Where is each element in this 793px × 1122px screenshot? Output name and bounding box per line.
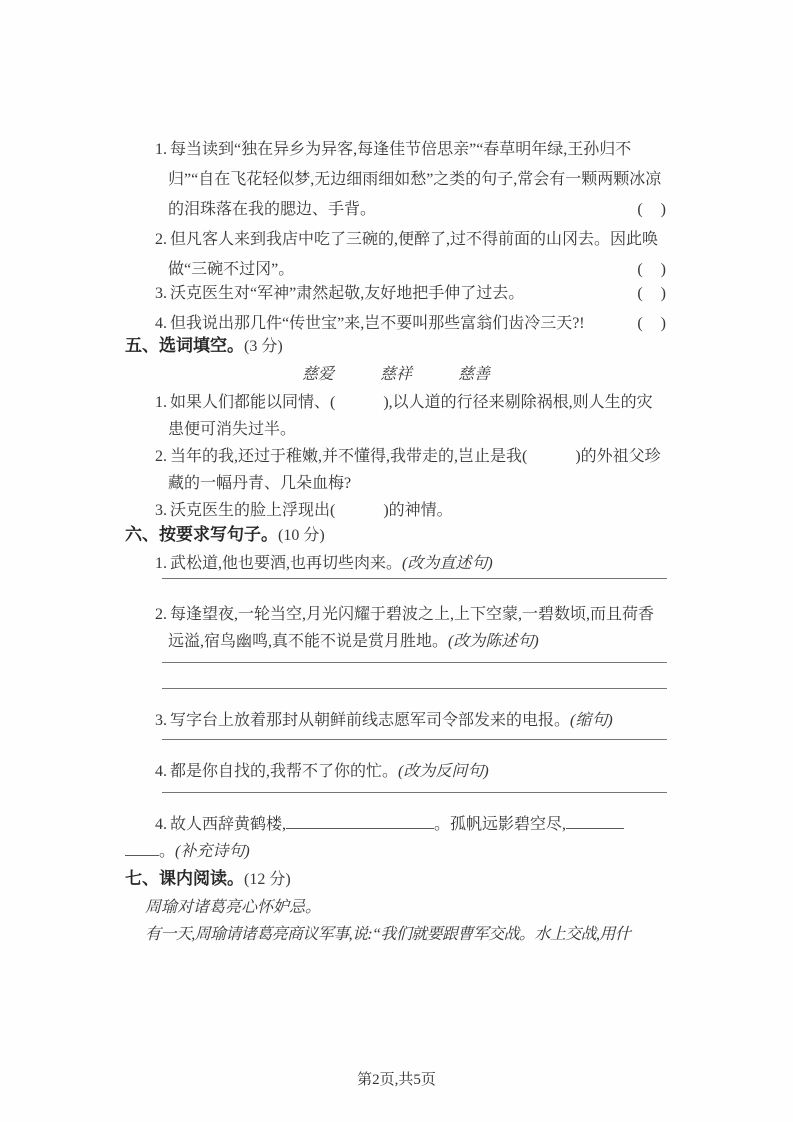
item-number: 2. bbox=[155, 448, 167, 465]
section-title: 七、课内阅读。 bbox=[125, 869, 244, 888]
grading-bracket: ( ) bbox=[637, 261, 667, 278]
poem-text: 。孤帆远影碧空尽, bbox=[434, 816, 567, 833]
answer-line bbox=[162, 734, 667, 740]
poem-question bbox=[125, 811, 667, 838]
section-heading bbox=[125, 521, 667, 550]
section-six bbox=[125, 521, 667, 865]
judgement-item bbox=[125, 135, 667, 225]
item-text: 每当读到“独在异乡为异客,每逢佳节倍思亲”“春草明年绿,王孙归不归”“自在飞花轻似梦,无边细雨细如愁”之类的句子,常会有一颗两颗冰凉的泪珠落在我的腮边、手背。 bbox=[168, 141, 662, 218]
word-bank-item: 慈爱 bbox=[301, 366, 334, 383]
item-text: 当年的我,还过于稚嫩,并不懂得,我带走的,岂止是我( )的外祖父珍藏的一幅丹青、几朵血梅? bbox=[168, 448, 661, 492]
points-label: (10 分) bbox=[278, 527, 325, 544]
item-text: 武松道,他也要酒,也再切些肉来。 bbox=[170, 555, 403, 572]
points-label: (3 分) bbox=[244, 338, 283, 355]
item-text: 但我说出那几件“传世宝”来,岂不要叫那些富翁们齿冷三天?! bbox=[170, 315, 585, 332]
item-number: 4. bbox=[155, 816, 167, 833]
reading-paragraph: 有一天,周瑜请诸葛亮商议军事,说:“我们就要跟曹军交战。水上交战,用什 bbox=[145, 926, 631, 943]
rewrite-note: (补充诗句) bbox=[175, 843, 250, 860]
section-title: 六、按要求写句子。 bbox=[125, 525, 278, 544]
judgement-item bbox=[125, 309, 667, 339]
poem-text: 。 bbox=[159, 843, 176, 860]
rewrite-item bbox=[125, 758, 667, 785]
rewrite-item bbox=[125, 550, 667, 577]
rewrite-item bbox=[125, 601, 667, 655]
poem-blank bbox=[125, 841, 159, 856]
poem-text: 故人西辞黄鹤楼, bbox=[170, 816, 287, 833]
points-label: (12 分) bbox=[244, 871, 291, 888]
reading-paragraph: 周瑜对诸葛亮心怀妒忌。 bbox=[145, 899, 322, 916]
rewrite-note: (改为陈述句) bbox=[448, 633, 539, 650]
answer-line bbox=[162, 663, 667, 689]
item-number: 3. bbox=[155, 502, 167, 519]
page-footer: 第2页,共5页 bbox=[357, 1072, 436, 1088]
judgement-item bbox=[125, 225, 667, 285]
item-text: 写字台上放着那封从朝鲜前线志愿军司令部发来的电报。 bbox=[170, 712, 571, 729]
item-text: 每逢望夜,一轮当空,月光闪耀于碧波之上,上下空蒙,一碧数顷,而且荷香远溢,宿鸟幽鸣,真不能不说是赏月胜地。 bbox=[168, 606, 655, 650]
item-number: 1. bbox=[155, 555, 167, 572]
grading-bracket: ( ) bbox=[637, 201, 667, 218]
item-number: 3. bbox=[155, 712, 167, 729]
answer-line bbox=[162, 785, 667, 793]
item-number: 1. bbox=[155, 141, 167, 158]
word-bank-item: 慈祥 bbox=[379, 366, 412, 383]
item-number: 3. bbox=[155, 285, 167, 302]
grading-bracket: ( ) bbox=[637, 285, 667, 302]
item-text: 都是你自找的,我帮不了你的忙。 bbox=[170, 763, 399, 780]
fill-item bbox=[125, 389, 667, 443]
rewrite-note: (改为反问句) bbox=[398, 763, 489, 780]
item-number: 4. bbox=[155, 315, 167, 332]
fill-item bbox=[125, 497, 667, 524]
page-content bbox=[125, 135, 667, 948]
section-five bbox=[125, 332, 667, 524]
rewrite-item bbox=[125, 707, 667, 734]
rewrite-note: (改为直述句) bbox=[402, 555, 493, 572]
judgement-item bbox=[125, 279, 667, 309]
section-heading bbox=[125, 865, 667, 894]
section-title: 五、选词填空。 bbox=[125, 336, 244, 355]
poem-blank bbox=[286, 814, 434, 829]
item-text: 沃克医生对“军神”肃然起敬,友好地把手伸了过去。 bbox=[170, 285, 525, 302]
item-number: 2. bbox=[155, 606, 167, 623]
fill-item bbox=[125, 443, 667, 497]
section-seven bbox=[125, 865, 667, 948]
judgement-section bbox=[125, 135, 667, 339]
item-text: 但凡客人来到我店中吃了三碗的,便醉了,过不得前面的山冈去。因此唤做“三碗不过冈”。 bbox=[168, 231, 659, 278]
item-number: 2. bbox=[155, 231, 167, 248]
item-number: 1. bbox=[155, 394, 167, 411]
grading-bracket: ( ) bbox=[637, 315, 667, 332]
item-text: 沃克医生的脸上浮现出( )的神情。 bbox=[170, 502, 453, 519]
rewrite-note: (缩句) bbox=[570, 712, 613, 729]
answer-line bbox=[162, 577, 667, 579]
item-text: 如果人们都能以同情、( ),以人道的行径来剔除祸根,则人生的灾患便可消失过半。 bbox=[168, 394, 653, 438]
item-number: 4. bbox=[155, 763, 167, 780]
word-bank-item: 慈善 bbox=[458, 366, 491, 383]
answer-line bbox=[162, 655, 667, 663]
word-bank bbox=[125, 361, 667, 389]
poem-blank bbox=[566, 814, 624, 829]
poem-question-line2 bbox=[125, 838, 667, 865]
